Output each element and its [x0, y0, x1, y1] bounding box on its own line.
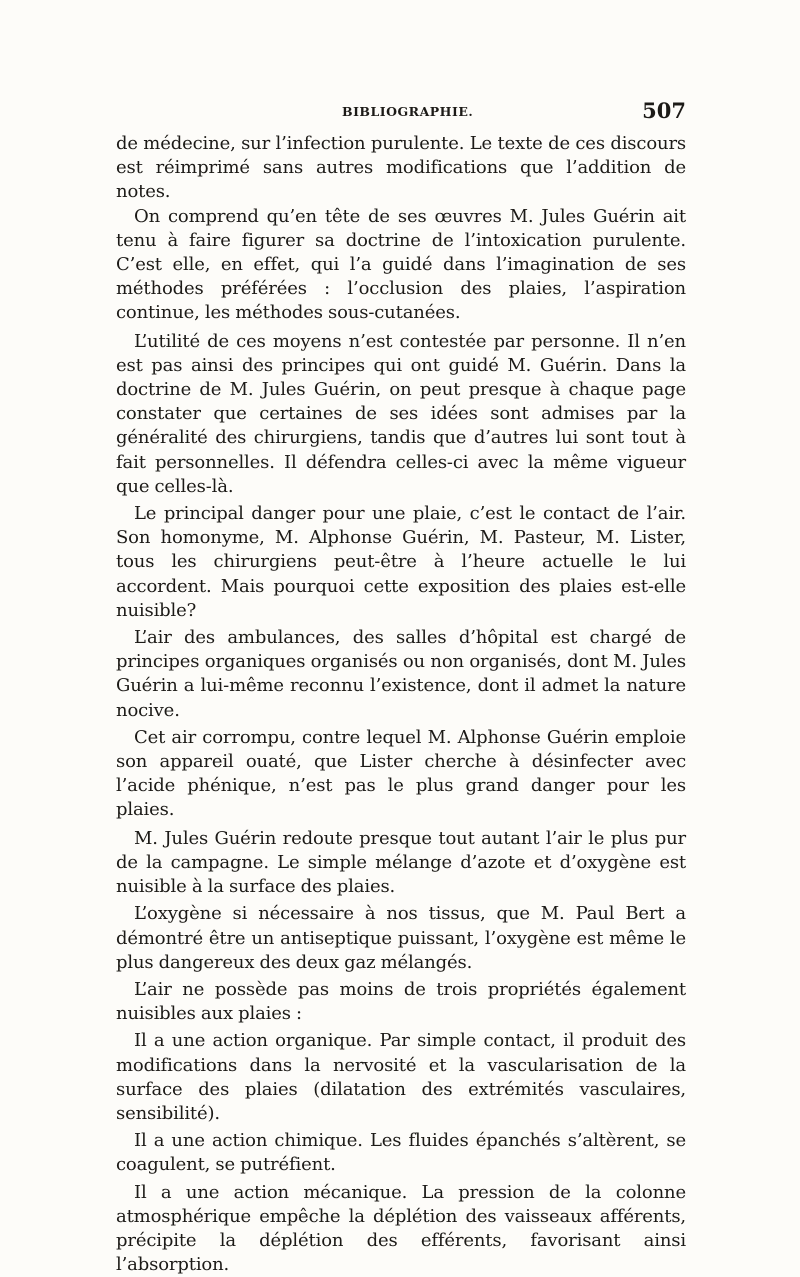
running-header [116, 96, 686, 132]
body-text [116, 132, 686, 1277]
paragraph: L’air ne possède pas moins de trois propriétés également nuisibles aux plaies : [116, 978, 686, 1025]
running-title: BIBLIOGRAPHIE. [342, 104, 474, 119]
paragraph: Il a une action chimique. Les fluides épanchés s’altèrent, se coagulent, se putréfient. [116, 1130, 686, 1176]
paragraph: Cet air corrompu, contre lequel M. Alphonse Guérin emploie son appareil ouaté, que Lister cherche à désinfecter avec l’acide phénique, n’est pas le plus grand danger pour les plaies. [116, 726, 686, 821]
paragraph: L’utilité de ces moyens n’est contestée par personne. Il n’en est pas ainsi des principes qui ont guidé M. Guérin. Dans la doctrine de M. Jules Guérin, on peut presque à chaque page constater que certaines de ses idées sont admises par la généralité des chirurgiens, tandis que d’autres lui sont tout à fait personnelles. Il défendra celles-ci avec la même vigueur que celles-là. [116, 330, 686, 497]
paragraph: M. Jules Guérin redoute presque tout autant l’air le plus pur de la campagne. Le simple mélange d’azote et d’oxygène est nuisible à la surface des plaies. [116, 827, 686, 898]
paragraph: Il a une action mécanique. La pression de la colonne atmosphérique empêche la déplétion des vaisseaux afférents, précipite la déplétion des efférents, favorisant ainsi l’absorption. [116, 1181, 686, 1276]
paragraph: On comprend qu’en tête de ses œuvres M. Jules Guérin ait tenu à faire figurer sa doctrine de l’intoxication purulente. C’est elle, en effet, qui l’a guidé dans l’imagination de ses méthodes préférées : l’occlusion des plaies, l’aspiration continue, les méthodes sous-cutanées. [116, 205, 686, 324]
page-number: 507 [642, 98, 686, 123]
paragraph: Le principal danger pour une plaie, c’est le contact de l’air. Son homonyme, M. Alphonse Guérin, M. Pasteur, M. Lister, tous les chirurgiens peut-être à l’heure actuelle le lui accordent. Mais pourquoi cette exposition des plaies est-elle nuisible? [116, 503, 686, 621]
paragraph-continuation: de médecine, sur l’infection purulente. Le texte de ces discours est réimprimé sans autres modifications que l’addition de notes. [116, 133, 686, 203]
book-page [116, 96, 686, 1277]
paragraph: Il a une action organique. Par simple contact, il produit des modifications dans la nervosité et la vascularisation de la surface des plaies (dilatation des extrémités vasculaires, sensibilité). [116, 1030, 686, 1124]
paragraph: L’air des ambulances, des salles d’hôpital est chargé de principes organiques organisés ou non organisés, dont M. Jules Guérin a lui-même reconnu l’existence, dont il admet la nature nocive. [116, 627, 686, 721]
paragraph: L’oxygène si nécessaire à nos tissus, que M. Paul Bert a démontré être un antiseptique puissant, l’oxygène est même le plus dangereux des deux gaz mélangés. [116, 903, 686, 973]
